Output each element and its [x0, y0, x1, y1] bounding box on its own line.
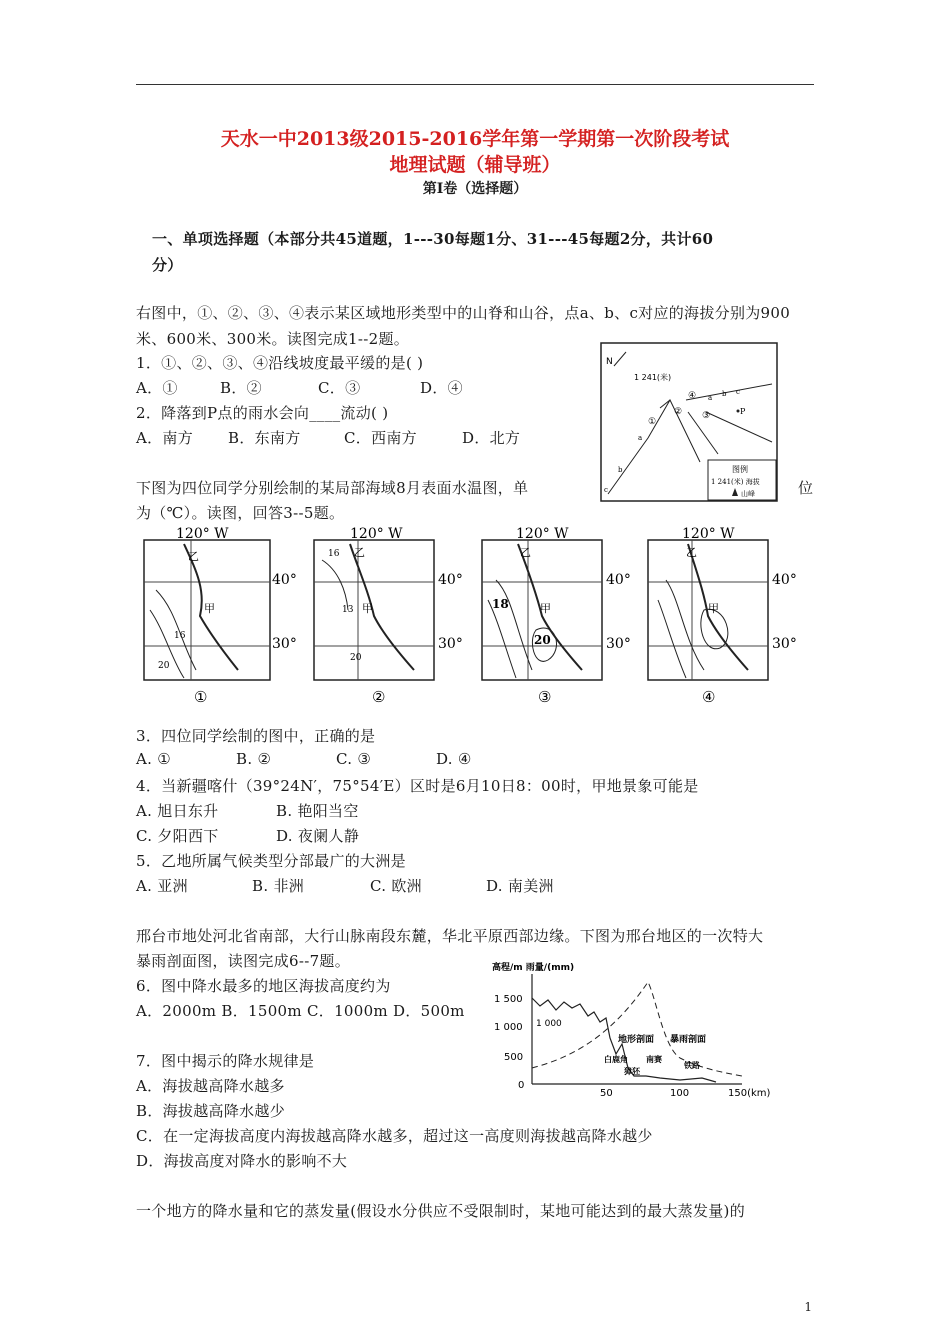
intro-2-line2: 为（℃）。读图，回答3--5题。 [136, 504, 345, 522]
map3-yi-label: 乙 [520, 546, 531, 559]
x-tick-50: 50 [600, 1088, 613, 1099]
q5-option-c: C. 欧洲 [370, 877, 422, 895]
q1-option-b: B．② [220, 379, 262, 397]
map1-lon-label: 120° W [176, 526, 229, 542]
map3-isotherm-20: 20 [534, 633, 551, 647]
legend-title: 图例 [732, 465, 748, 474]
point-p-label: P [740, 407, 746, 416]
sst-map-3 [482, 526, 631, 706]
map4-lon-label: 120° W [682, 526, 735, 542]
map1-number: ① [194, 688, 208, 706]
intro-3-line2: 暴雨剖面图，读图完成6--7题。 [136, 952, 351, 970]
q2-option-c: C．西南方 [344, 429, 417, 447]
map3-lat40-label: 40° [606, 572, 631, 588]
q2-stem: 2．降落到P点的雨水会向____流动( ) [136, 404, 389, 422]
exam-title: 天水一中2013级2015-2016学年第一学期第一次阶段考试 [220, 128, 730, 150]
map1-yi-label: 乙 [188, 550, 199, 563]
legend-elevation: 1 241(米) 海拔 [711, 478, 760, 486]
point-b-label-2: b [618, 466, 623, 474]
map2-lat30-label: 30° [438, 636, 463, 652]
map3-jia-label: 甲 [540, 602, 551, 615]
point-c-label: c [736, 388, 740, 396]
q1-stem: 1．①、②、③、④沿线坡度最平缓的是( ) [136, 354, 424, 372]
intro-2-line1: 下图为四位同学分别绘制的某局部海域8月表面水温图，单 [136, 479, 529, 497]
map1-isotherm-16: 16 [174, 631, 186, 641]
map2-lon-label: 120° W [350, 526, 403, 542]
q1-option-d: D．④ [420, 379, 463, 397]
map2-jia-label: 甲 [362, 602, 373, 615]
map-line-3-label: ③ [702, 411, 711, 421]
point-b-label: b [722, 390, 727, 398]
map2-number: ② [372, 688, 386, 706]
map2-isotherm-13: 13 [342, 605, 354, 615]
y-tick-1500: 1 500 [494, 994, 523, 1005]
page-number: 1 [804, 1300, 812, 1314]
section-heading-cont: 分） [152, 256, 183, 274]
q7-option-c: C．在一定海拔高度内海拔越高降水越多，超过这一高度则海拔越高降水越少 [136, 1127, 653, 1145]
q6-stem: 6．图中降水最多的地区海拔高度约为 [136, 977, 391, 995]
rain-tick-1000: 1 000 [536, 1019, 562, 1029]
volume-subtitle: 第I卷（选择题） [422, 181, 528, 197]
q4-stem: 4．当新疆喀什（39°24N′，75°54′E）区时是6月10日8：00时，甲地景象可能是 [136, 777, 699, 795]
rainstorm-profile-label: 暴雨剖面 [670, 1035, 707, 1045]
place-nansai: 南赛 [646, 1055, 662, 1064]
rainstorm-profile-figure [480, 958, 780, 1100]
y-tick-0: 0 [518, 1080, 525, 1091]
q2-option-d: D．北方 [462, 429, 521, 447]
legend-peak: 山峰 [741, 490, 755, 498]
top-rule [136, 84, 814, 85]
q7-option-a: A．海拔越高降水越多 [136, 1077, 285, 1095]
section-heading: 一、单项选择题（本部分共45道题，1---30每题1分、31---45每题2分，共计60 [152, 230, 714, 248]
q5-option-d: D. 南美洲 [486, 877, 554, 895]
place-zhangpi: 獐狉 [624, 1067, 640, 1076]
q1-option-c: C．③ [318, 379, 361, 397]
q4-option-d: D. 夜阑人静 [276, 827, 360, 845]
map1-isotherm-20: 20 [158, 661, 170, 671]
sst-map-2 [314, 526, 463, 706]
exam-subject-title: 地理试题（辅导班） [389, 154, 561, 176]
map4-lat30-label: 30° [772, 636, 797, 652]
x-tick-100: 100 [670, 1088, 690, 1099]
sst-map-4 [648, 526, 797, 706]
profile-y-label: 高程/m 雨量/(mm) [492, 963, 575, 973]
map1-lat30-label: 30° [272, 636, 297, 652]
point-a-label-2: a [638, 434, 643, 442]
map4-yi-label: 乙 [686, 546, 697, 559]
map3-lat30-label: 30° [606, 636, 631, 652]
map-line-4-label: ④ [688, 391, 697, 401]
map2-lat40-label: 40° [438, 572, 463, 588]
map2-isotherm-16: 16 [328, 549, 340, 559]
sea-temperature-maps [136, 520, 816, 710]
q3-option-d: D. ④ [436, 750, 472, 768]
q4-option-c: C. 夕阳西下 [136, 827, 219, 845]
intro-1-line1: 右图中，①、②、③、④表示某区域地形类型中的山脊和山谷，点a、b、c对应的海拔分别为900 [136, 304, 791, 322]
peak-elevation-label: 1 241(米) [634, 373, 672, 382]
map3-lon-label: 120° W [516, 526, 569, 542]
point-c-label-2: c [604, 486, 608, 494]
place-railway: 铁路 [684, 1061, 700, 1070]
q3-option-c: C. ③ [336, 750, 372, 768]
q6-options: A．2000m B．1500m C．1000m D．500m [136, 1002, 465, 1020]
sst-map-1 [144, 526, 270, 706]
q7-stem: 7．图中揭示的降水规律是 [136, 1052, 315, 1070]
q2-option-b: B．东南方 [228, 429, 301, 447]
north-arrow-label: N [606, 357, 613, 367]
terrain-profile-label: 地形剖面 [618, 1035, 655, 1045]
q7-option-d: D．海拔高度对降水的影响不大 [136, 1152, 348, 1170]
map4-lat40-label: 40° [772, 572, 797, 588]
ridge-valley-map [600, 342, 778, 502]
q4-option-b: B. 艳阳当空 [276, 802, 359, 820]
q7-option-b: B．海拔越高降水越少 [136, 1102, 286, 1120]
q4-option-a: A. 旭日东升 [136, 802, 219, 820]
q3-option-a: A. ① [136, 750, 172, 768]
q1-option-a: A．① [136, 379, 178, 397]
map3-isotherm-18: 18 [492, 597, 509, 611]
q2-option-a: A．南方 [136, 429, 194, 447]
y-tick-1000: 1 000 [494, 1022, 523, 1033]
intro-1-line2: 米、600米、300米。读图完成1--2题。 [136, 330, 410, 348]
x-tick-150: 150(km) [728, 1088, 771, 1099]
map4-jia-label: 甲 [708, 602, 719, 615]
map2-isotherm-20: 20 [350, 653, 362, 663]
map-line-1-label: ① [648, 417, 657, 427]
q3-option-b: B. ② [236, 750, 272, 768]
map3-number: ③ [538, 688, 552, 706]
map4-number: ④ [702, 688, 716, 706]
q5-stem: 5．乙地所属气候类型分部最广的大洲是 [136, 852, 406, 870]
map1-jia-label: 甲 [204, 602, 215, 615]
map-line-2-label: ② [674, 407, 683, 417]
place-bailujiao: 白鹿角 [604, 1055, 628, 1064]
point-a-label: a [708, 394, 713, 402]
y-tick-500: 500 [504, 1052, 524, 1063]
next-passage-line: 一个地方的降水量和它的蒸发量(假设水分供应不受限制时，某地可能达到的最大蒸发量)的 [136, 1202, 746, 1220]
intro-2-line1-end: 位 [798, 479, 814, 497]
q5-option-b: B. 非洲 [252, 877, 305, 895]
q5-option-a: A. 亚洲 [136, 877, 188, 895]
intro-3-line1: 邢台市地处河北省南部，大行山脉南段东麓，华北平原西部边缘。下图为邢台地区的一次特大 [136, 927, 764, 945]
map2-yi-label: 乙 [354, 546, 365, 559]
q3-stem: 3．四位同学绘制的图中，正确的是 [136, 727, 376, 745]
map1-lat40-label: 40° [272, 572, 297, 588]
